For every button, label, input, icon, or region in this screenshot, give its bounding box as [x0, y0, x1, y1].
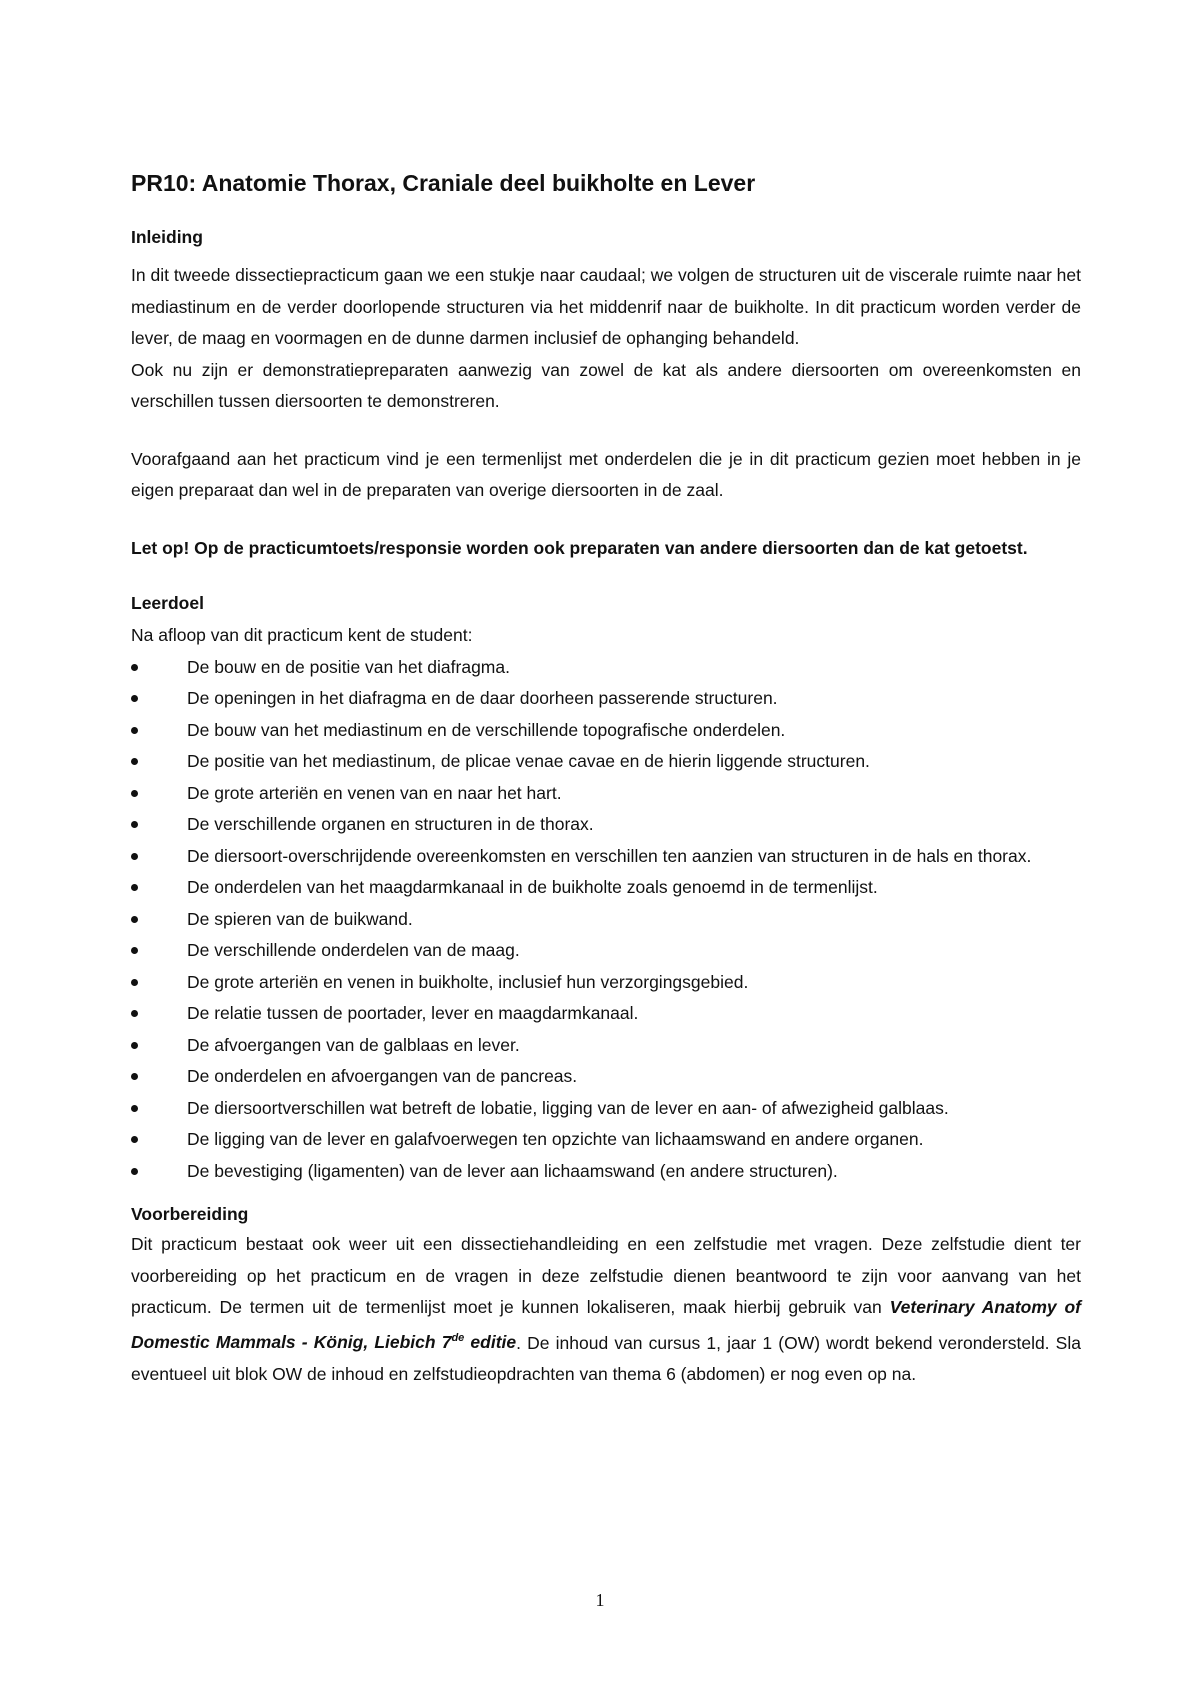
- section-heading-voorbereiding: Voorbereiding: [131, 1204, 249, 1224]
- list-item-text: De verschillende organen en structuren in de thorax.: [187, 814, 594, 834]
- inleiding-paragraph-3: Voorafgaand aan het practicum vind je een termenlijst met onderdelen die je in dit practicum gezien moet hebben in je eigen preparaat dan wel in de preparaten van overige diersoorten in de zaal.: [131, 448, 1081, 500]
- voorbereiding-text-after: . De inhoud van cursus 1, jaar 1 (OW) wordt bekend verondersteld. Sla eventueel uit blok OW de inhoud en zelfstudieopdrachten van thema 6 (abdomen) er nog even op na.: [131, 1332, 1081, 1384]
- section-heading-leerdoel: Leerdoel: [131, 593, 204, 613]
- list-item-text: De spieren van de buikwand.: [187, 908, 413, 929]
- list-item: [131, 1093, 1081, 1125]
- list-item: [131, 1030, 1081, 1062]
- list-item: [131, 809, 1081, 841]
- inleiding-paragraph-2: Ook nu zijn er demonstratiepreparaten aanwezig van zowel de kat als andere diersoorten om overeenkomsten en verschillen tussen diersoorten te demonstreren.: [131, 359, 1081, 411]
- list-item-text: De bouw van het mediastinum en de verschillende topografische onderdelen.: [187, 719, 786, 740]
- list-item-text: De openingen in het diafragma en de daar doorheen passerende structuren.: [187, 688, 778, 708]
- list-item: [131, 998, 1081, 1030]
- inleiding-paragraph-1: In dit tweede dissectiepracticum gaan we een stukje naar caudaal; we volgen de structuren uit de viscerale ruimte naar het mediastinum en de verder doorlopende structuren via het middenrif naar de buikholte. In dit practicum worden verder de lever, de maag en voormagen en de dunne darmen inclusief de ophanging behandeld.: [131, 265, 1081, 348]
- list-item-text: De bouw en de positie van het diafragma.: [187, 656, 510, 677]
- book-edition-word: editie: [464, 1332, 517, 1353]
- list-item-text: De diersoortverschillen wat betreft de lobatie, ligging van de lever en aan- of afwezigheid galblaas.: [187, 1097, 949, 1118]
- list-item-text: De ligging van de lever en galafvoerwegen ten opzichte van lichaamswand en andere organen.: [187, 1129, 924, 1149]
- list-item: [131, 715, 1081, 747]
- warning-note: Let op! Op de practicumtoets/responsie worden ook preparaten van andere diersoorten dan de kat getoetst.: [131, 537, 1028, 558]
- list-item: [131, 1156, 1081, 1188]
- voorbereiding-paragraph: [131, 1229, 1081, 1390]
- document-page: [131, 168, 1081, 1390]
- list-item-text: De afvoergangen van de galblaas en lever.: [187, 1034, 520, 1055]
- page-number: 1: [595, 1590, 605, 1610]
- book-reference: Veterinary Anatomy of Domestic Mammals - König, Liebich 7: [131, 1297, 1082, 1353]
- list-item: [131, 746, 1081, 778]
- list-item: [131, 778, 1081, 810]
- list-item: [131, 652, 1081, 684]
- list-item-text: De positie van het mediastinum, de plicae venae cavae en de hierin liggende structuren.: [187, 751, 870, 771]
- list-item-text: De onderdelen en afvoergangen van de pancreas.: [187, 1066, 578, 1086]
- list-item: [131, 841, 1081, 873]
- list-item: [131, 683, 1081, 715]
- voorbereiding-text-before: Dit practicum bestaat ook weer uit een dissectiehandleiding en een zelfstudie met vragen. Deze zelfstudie dient ter voorbereiding op het practicum en de vragen in deze zelfstudie dienen beantwoord te zijn voor aanvang van het practicum. De termen uit de termenlijst moet je kunnen lokaliseren, maak hierbij gebruik van: [131, 1234, 1081, 1317]
- list-item-text: De grote arteriën en venen in buikholte, inclusief hun verzorgingsgebied.: [187, 971, 749, 992]
- document-title: PR10: Anatomie Thorax, Craniale deel buikholte en Lever: [131, 170, 756, 196]
- list-item-text: De relatie tussen de poortader, lever en maagdarmkanaal.: [187, 1003, 639, 1023]
- list-item: [131, 1061, 1081, 1093]
- list-item: [131, 1124, 1081, 1156]
- list-item: [131, 967, 1081, 999]
- leerdoel-intro: Na afloop van dit practicum kent de student:: [131, 625, 473, 645]
- list-item: [131, 904, 1081, 936]
- section-heading-inleiding: Inleiding: [131, 227, 203, 247]
- list-item-text: De grote arteriën en venen van en naar het hart.: [187, 782, 562, 803]
- list-item-text: De diersoort-overschrijdende overeenkomsten en verschillen ten aanzien van structuren in de hals en thorax.: [187, 845, 1032, 866]
- learning-goals-list: [131, 652, 1081, 1188]
- list-item: [131, 935, 1081, 967]
- list-item-text: De bevestiging (ligamenten) van de lever aan lichaamswand (en andere structuren).: [187, 1160, 838, 1181]
- book-edition-superscript: de: [451, 1332, 465, 1345]
- list-item-text: De verschillende onderdelen van de maag.: [187, 940, 520, 960]
- list-item-text: De onderdelen van het maagdarmkanaal in de buikholte zoals genoemd in de termenlijst.: [187, 877, 878, 897]
- list-item: [131, 872, 1081, 904]
